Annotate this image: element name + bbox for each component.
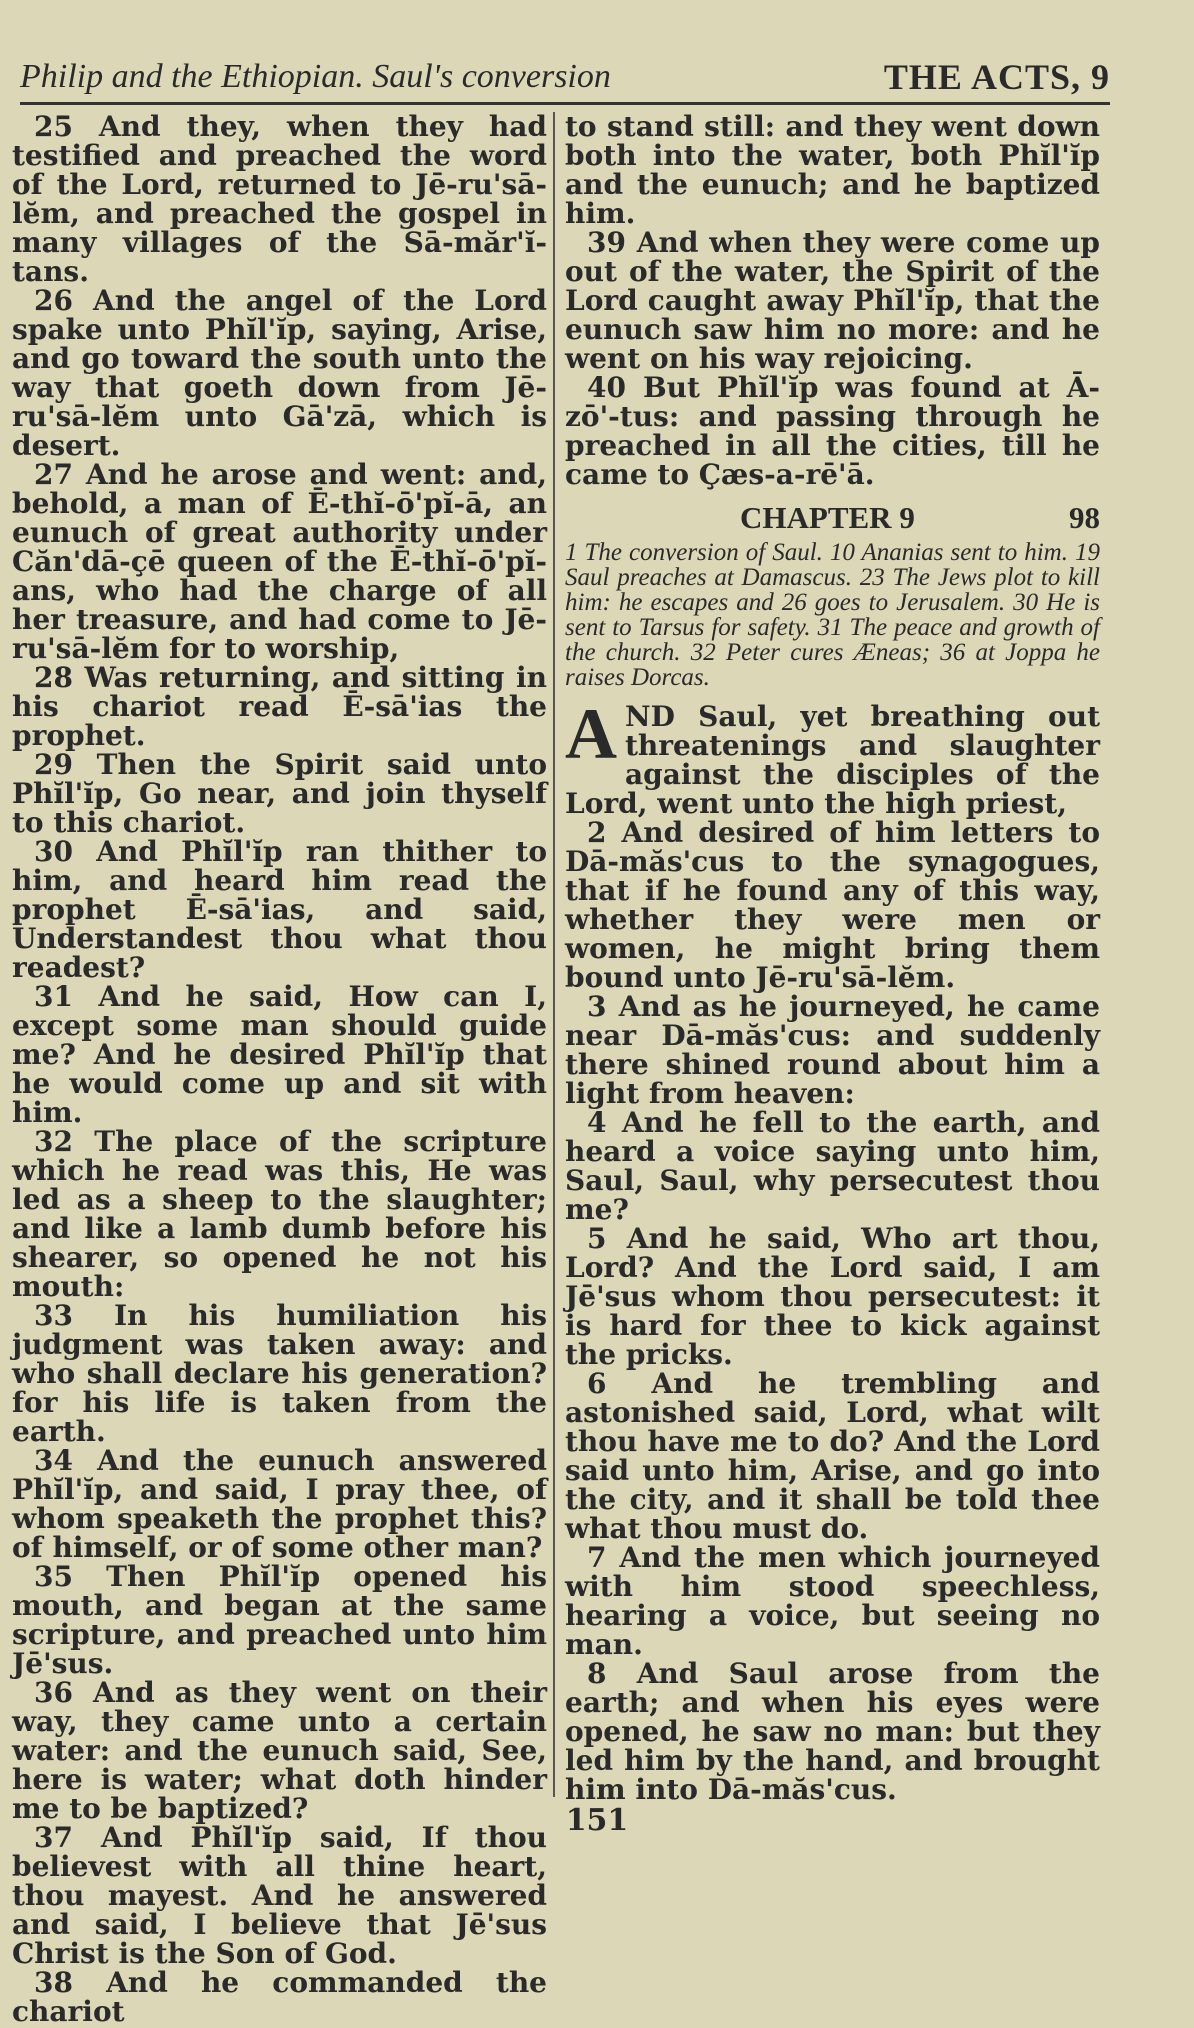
verse-1 [565,694,1100,820]
header-left-title: Philip and the Ethiopian. Saul's conversion [20,58,611,95]
header-rule [20,102,1110,105]
verse-7: 7 And the men which journeyed with him stood speechless, hearing a voice, but seeing no man. [565,1541,1100,1661]
drop-cap: A [565,694,617,774]
chapter-title: CHAPTER 9 [740,500,915,535]
verse-4: 4 And he fell to the earth, and heard a voice saying unto him, Saul, Saul, why persecutest thou me? [565,1106,1100,1226]
verse-33: 33 In his humiliation his judgment was taken away: and who shall declare his generation? for his life is taken from the earth. [12,1299,547,1448]
verse-34: 34 And the eunuch answered Phĭl'ĭp, and said, I pray thee, of whom speaketh the prophet this? of himself, or of some other man? [12,1444,547,1564]
verse-1-text: Saul, yet breathing out threatenings and slaughter against the disciples of the Lord, went unto the high priest, [565,700,1100,820]
verse-39: 39 And when they were come up out of the water, the Spirit of the Lord caught away Phĭl'ĭp, that the eunuch saw him no more: and he went on his way rejoicing. [565,226,1100,375]
verse-2: 2 And desired of him letters to Dā-măs'cus to the synagogues, that if he found any of this way, whether they were men or women, he might bring them bound unto Jē-ru'sā-lĕm. [565,816,1100,994]
running-header [20,52,1110,102]
verse-25: 25 And they, when they had testified and preached the word of the Lord, returned to Jē-ru'sā-lĕm, and preached the gospel in many villages of the Sā-măr'ĭ-tans. [12,110,547,288]
verse-26: 26 And the angel of the Lord spake unto Phĭl'ĭp, saying, Arise, and go toward the south unto the way that goeth down from Jē-ru'sā-lĕm unto Gā'zā, which is desert. [12,284,547,462]
chapter-heading [565,500,1100,535]
header-book-chapter: THE ACTS, 9 [883,57,1110,97]
column-divider [553,112,555,1797]
verse-38: 38 And he commanded the chariot [12,1966,547,2028]
verse-29: 29 Then the Spirit said unto Phĭl'ĭp, Go near, and join thyself to this chariot. [12,748,547,839]
verse-36: 36 And as they went on their way, they came unto a certain water: and the eunuch said, See, here is water; what doth hinder me to be baptized? [12,1676,547,1825]
verse-38-continued: to stand still: and they went down both into the water, both Phĭl'ĭp and the eunuch; and he baptized him. [565,110,1100,230]
page-number: 151 [565,1803,629,1838]
verse-3: 3 And as he journeyed, he came near Dā-măs'cus: and suddenly there shined round about him a light from heaven: [565,990,1100,1110]
chapter-reference-number: 98 [1069,500,1100,535]
verse-6: 6 And he trembling and astonished said, Lord, what wilt thou have me to do? And the Lord said unto him, Arise, and go into the city, and it shall be told thee what thou must do. [565,1367,1100,1545]
verse-5: 5 And he said, Who art thou, Lord? And the Lord said, I am Jē'sus whom thou persecutest: it is hard for thee to kick against the pricks. [565,1222,1100,1371]
verse-27: 27 And he arose and went: and, behold, a man of Ē-thĭ-ō'pĭ-ā, an eunuch of great authority under Căn'dā-çē queen of the Ē-thĭ-ō'pĭ-ans, who had the charge of all her treasure, and had come to Jē-ru'sā-lĕm for to worship, [12,458,547,665]
verse-30: 30 And Phĭl'ĭp ran thither to him, and heard him read the prophet Ē-sā'ias, and said, Understandest thou what thou readest? [12,835,547,984]
chapter-summary: 1 The conversion of Saul. 10 Ananias sent to him. 19 Saul preaches at Damascus. 23 The Jews plot to kill him: he escapes and 26 goes to Jerusalem. 30 He is sent to Tarsus for safety. 31 The peace and growth of the church. 32 Peter cures Æneas; 36 at Joppa he raises Dorcas. [565,539,1100,691]
verse-31: 31 And he said, How can I, except some man should guide me? And he desired Phĭl'ĭp that he would come up and sit with him. [12,980,547,1129]
left-column [12,112,547,2026]
verse-35: 35 Then Phĭl'ĭp opened his mouth, and began at the same scripture, and preached unto him Jē'sus. [12,1560,547,1680]
verse-28: 28 Was returning, and sitting in his chariot read Ē-sā'ias the prophet. [12,661,547,752]
verse-40: 40 But Phĭl'ĭp was found at Ā-zō'-tus: and passing through he preached in all the cities, till he came to Çæs-a-rē'ā. [565,371,1100,491]
right-column [565,112,1100,1804]
opening-smallcaps: ND [625,700,675,733]
verse-37: 37 And Phĭl'ĭp said, If thou believest with all thine heart, thou mayest. And he answered and said, I believe that Jē'sus Christ is the Son of God. [12,1821,547,1970]
verse-8: 8 And Saul arose from the earth; and when his eyes were opened, he saw no man: but they led him by the hand, and brought him into Dā-măs'cus. [565,1657,1100,1806]
verse-32: 32 The place of the scripture which he read was this, He was led as a sheep to the slaughter; and like a lamb dumb before his shearer, so opened he not his mouth: [12,1125,547,1303]
